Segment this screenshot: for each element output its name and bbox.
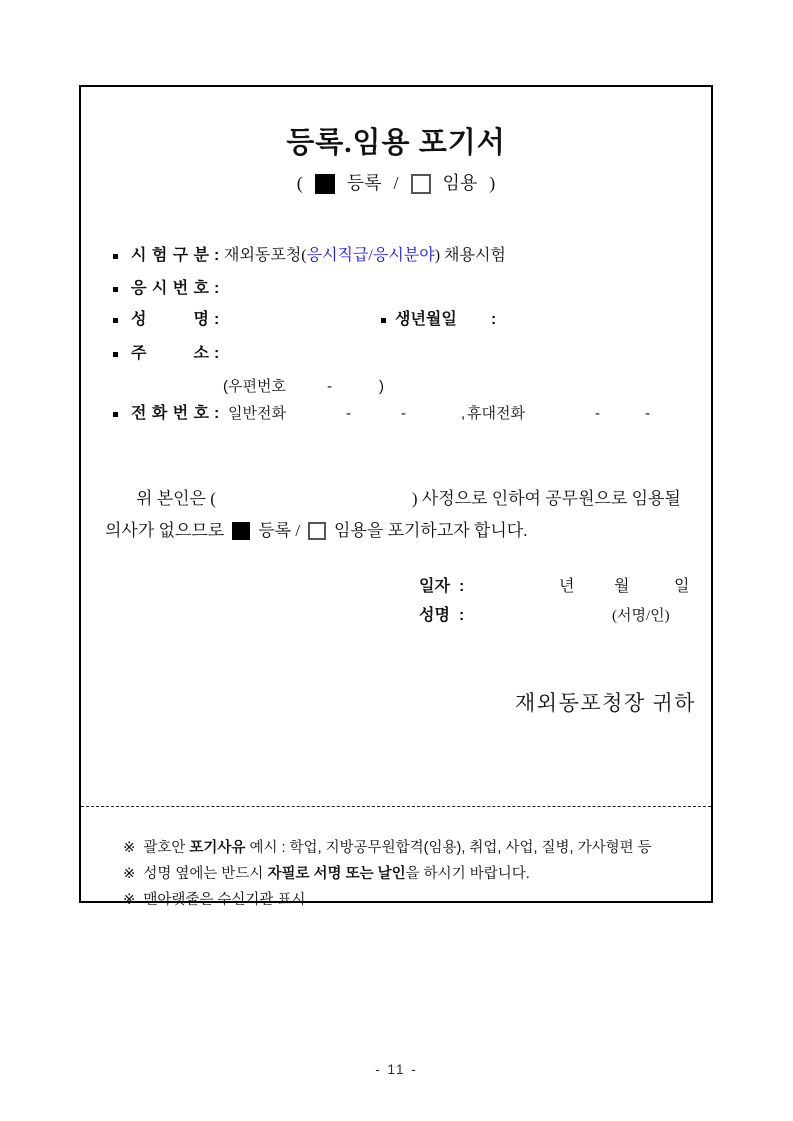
sign-or-seal-note: (서명/인) (612, 608, 670, 624)
signer-name-label: 성명 (419, 607, 450, 624)
field-row-postal-code (81, 377, 711, 401)
birth-date-label: 생년월일 (395, 311, 457, 328)
square-bullet-icon (113, 412, 118, 417)
subtitle-appointment-label: 임용 (442, 173, 478, 193)
footnote-1-pre: 괄호안 (143, 840, 190, 856)
reference-mark-icon: ※ (123, 840, 136, 856)
recipient-agency: 재외동포청장 귀하 (515, 691, 697, 715)
body-line1-start: 위 본인은 ( (136, 489, 216, 508)
field-row-applicant-number (81, 279, 711, 303)
year-label: 년 (559, 578, 575, 595)
square-bullet-icon (113, 352, 118, 357)
exam-type-value (224, 246, 506, 266)
dotted-divider (81, 806, 711, 807)
footnote-1-bold: 포기사유 (189, 840, 246, 856)
field-row-phone (81, 404, 711, 428)
landline-dash2: - (401, 405, 406, 422)
subtitle-open-paren: ( (296, 173, 303, 193)
name-label: 성 명 (131, 311, 209, 328)
exam-type-colon: : (214, 247, 220, 264)
month-label: 월 (614, 578, 630, 595)
footnote-1-post: 예시 : 학업, 지방공무원합격(임용), 취업, 사업, 질병, 가사형편 등 (245, 840, 652, 856)
mobile-dash1: - (595, 405, 600, 422)
subtitle-slash: / (393, 173, 399, 193)
address-colon: : (214, 345, 220, 362)
reference-mark-icon: ※ (123, 892, 136, 908)
footnote-2-pre: 성명 옆에는 반드시 (143, 866, 268, 882)
exam-type-label: 시 험 구 분 (131, 247, 209, 264)
signature-date-row (81, 577, 711, 601)
checkbox-filled-icon (232, 522, 250, 540)
subtitle-close-paren: ) (489, 173, 496, 193)
footnote-2-bold: 자필로 서명 또는 날인 (267, 866, 406, 882)
exam-type-value-suffix: ) 채용시험 (434, 247, 506, 264)
body-line2-end: 임용을 포기하고자 합니다. (334, 521, 528, 540)
form-border-box (79, 85, 713, 908)
mobile-dash2: - (645, 405, 650, 422)
day-label: 일 (674, 578, 690, 595)
body-line1-end: ) 사정으로 인하여 공무원으로 임용될 (411, 489, 681, 508)
exam-type-value-prefix: 재외동포청( (224, 247, 307, 264)
landline-label: 일반전화 (228, 405, 286, 422)
checkbox-filled-icon (315, 174, 335, 194)
phone-label: 전 화 번 호 (131, 405, 209, 422)
date-label: 일자 (419, 578, 450, 595)
applicant-number-colon: : (214, 280, 220, 297)
page-number: - 11 - (375, 1062, 418, 1077)
exam-type-value-highlight: 응시직급/응시분야 (306, 247, 435, 264)
checkbox-empty-icon (411, 174, 431, 194)
square-bullet-icon (113, 254, 118, 259)
name-colon: : (214, 311, 220, 328)
postal-code-open: (우편번호 (223, 378, 286, 395)
footnote-3-pre: 맨아랫줄은 수신기관 표시 (143, 892, 306, 908)
signature-name-row (81, 606, 711, 630)
mobile-label: 휴대전화 (467, 405, 525, 422)
reference-mark-icon: ※ (123, 866, 136, 882)
field-row-address (81, 344, 711, 368)
postal-code-close: ) (379, 378, 384, 395)
applicant-number-label: 응 시 번 호 (131, 280, 209, 297)
phone-comma: , (461, 405, 466, 422)
subtitle-registration-label: 등록 (346, 173, 382, 193)
footnote-2-post: 을 하시기 바랍니다. (405, 866, 530, 882)
signer-name-colon: : (459, 607, 465, 624)
phone-colon: : (214, 405, 220, 422)
checkbox-empty-icon (308, 522, 326, 540)
postal-code-dash: - (327, 378, 332, 395)
footnote-3 (99, 872, 705, 929)
square-bullet-icon (113, 287, 118, 292)
field-row-exam-type (81, 246, 711, 270)
date-colon: : (459, 578, 465, 595)
field-row-name-birth (81, 310, 711, 334)
body-paragraph-line1 (136, 488, 681, 510)
form-subtitle (81, 173, 711, 195)
birth-date-colon: : (491, 311, 497, 328)
body-line2-registration: 등록 / (258, 521, 301, 540)
address-label: 주 소 (131, 345, 209, 362)
square-bullet-icon (113, 318, 118, 323)
body-paragraph-line2 (105, 520, 527, 542)
form-title: 등록.임용 포기서 (286, 127, 506, 159)
body-line2-start: 의사가 없으므로 (105, 521, 225, 540)
square-bullet-icon (381, 318, 386, 323)
landline-dash1: - (346, 405, 351, 422)
